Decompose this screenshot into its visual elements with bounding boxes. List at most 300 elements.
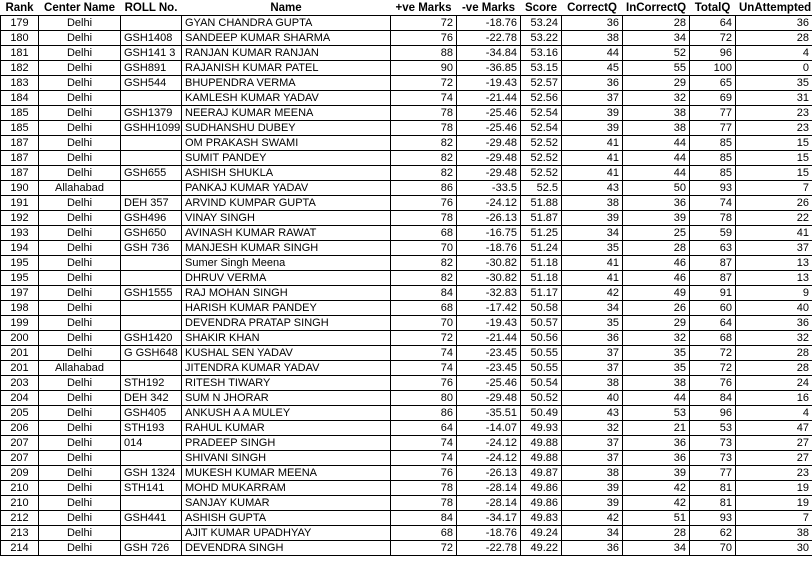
roll-no-cell <box>121 496 182 511</box>
correct-q-cell: 42 <box>562 286 623 301</box>
name-cell: RAHUL KUMAR <box>182 421 391 436</box>
positive-marks-cell: 76 <box>391 376 457 391</box>
header-name: Name <box>182 1 391 16</box>
rank-cell: 183 <box>1 76 39 91</box>
rank-cell: 200 <box>1 331 39 346</box>
positive-marks-cell: 78 <box>391 496 457 511</box>
center-name-cell: Delhi <box>39 256 121 271</box>
total-q-cell: 85 <box>690 151 736 166</box>
center-name-cell: Delhi <box>39 481 121 496</box>
unattempted-cell: 28 <box>736 346 812 361</box>
positive-marks-cell: 84 <box>391 286 457 301</box>
table-row <box>1 436 812 451</box>
negative-marks-cell: -21.44 <box>457 91 521 106</box>
rank-cell: 194 <box>1 241 39 256</box>
positive-marks-cell: 64 <box>391 421 457 436</box>
total-q-cell: 64 <box>690 316 736 331</box>
rank-cell: 207 <box>1 451 39 466</box>
score-cell: 50.54 <box>521 376 562 391</box>
positive-marks-cell: 74 <box>391 361 457 376</box>
unattempted-cell: 28 <box>736 31 812 46</box>
table-row <box>1 481 812 496</box>
center-name-cell: Delhi <box>39 76 121 91</box>
incorrect-q-cell: 29 <box>623 76 690 91</box>
center-name-cell: Delhi <box>39 421 121 436</box>
negative-marks-cell: -23.45 <box>457 346 521 361</box>
table-row <box>1 121 812 136</box>
center-name-cell: Delhi <box>39 286 121 301</box>
negative-marks-cell: -19.43 <box>457 76 521 91</box>
name-cell: BHUPENDRA VERMA <box>182 76 391 91</box>
negative-marks-cell: -29.48 <box>457 391 521 406</box>
header-roll-no: ROLL No. <box>121 1 182 16</box>
correct-q-cell: 45 <box>562 61 623 76</box>
incorrect-q-cell: 32 <box>623 331 690 346</box>
score-cell: 52.52 <box>521 136 562 151</box>
correct-q-cell: 35 <box>562 316 623 331</box>
positive-marks-cell: 78 <box>391 211 457 226</box>
incorrect-q-cell: 28 <box>623 16 690 31</box>
unattempted-cell: 23 <box>736 121 812 136</box>
score-cell: 51.88 <box>521 196 562 211</box>
unattempted-cell: 9 <box>736 286 812 301</box>
negative-marks-cell: -34.17 <box>457 511 521 526</box>
score-cell: 52.52 <box>521 151 562 166</box>
roll-no-cell: GSH1379 <box>121 106 182 121</box>
total-q-cell: 70 <box>690 541 736 556</box>
name-cell: RAJANISH KUMAR PATEL <box>182 61 391 76</box>
name-cell: DEVENDRA SINGH <box>182 541 391 556</box>
center-name-cell: Delhi <box>39 466 121 481</box>
positive-marks-cell: 74 <box>391 451 457 466</box>
negative-marks-cell: -32.83 <box>457 286 521 301</box>
negative-marks-cell: -29.48 <box>457 136 521 151</box>
correct-q-cell: 39 <box>562 121 623 136</box>
score-cell: 51.18 <box>521 256 562 271</box>
unattempted-cell: 15 <box>736 166 812 181</box>
name-cell: SHIVANI SINGH <box>182 451 391 466</box>
table-row <box>1 46 812 61</box>
positive-marks-cell: 78 <box>391 106 457 121</box>
header-row <box>1 1 812 16</box>
total-q-cell: 81 <box>690 496 736 511</box>
table-row <box>1 316 812 331</box>
correct-q-cell: 42 <box>562 511 623 526</box>
total-q-cell: 93 <box>690 511 736 526</box>
incorrect-q-cell: 44 <box>623 166 690 181</box>
roll-no-cell: STH141 <box>121 481 182 496</box>
roll-no-cell: GSH 726 <box>121 541 182 556</box>
correct-q-cell: 44 <box>562 46 623 61</box>
roll-no-cell <box>121 316 182 331</box>
negative-marks-cell: -22.78 <box>457 541 521 556</box>
incorrect-q-cell: 36 <box>623 436 690 451</box>
negative-marks-cell: -25.46 <box>457 106 521 121</box>
score-cell: 50.58 <box>521 301 562 316</box>
negative-marks-cell: -17.42 <box>457 301 521 316</box>
correct-q-cell: 37 <box>562 361 623 376</box>
incorrect-q-cell: 39 <box>623 466 690 481</box>
table-row <box>1 526 812 541</box>
incorrect-q-cell: 52 <box>623 46 690 61</box>
incorrect-q-cell: 51 <box>623 511 690 526</box>
correct-q-cell: 39 <box>562 211 623 226</box>
negative-marks-cell: -36.85 <box>457 61 521 76</box>
incorrect-q-cell: 26 <box>623 301 690 316</box>
positive-marks-cell: 82 <box>391 271 457 286</box>
center-name-cell: Delhi <box>39 301 121 316</box>
center-name-cell: Delhi <box>39 376 121 391</box>
total-q-cell: 91 <box>690 286 736 301</box>
incorrect-q-cell: 55 <box>623 61 690 76</box>
center-name-cell: Delhi <box>39 166 121 181</box>
roll-no-cell <box>121 136 182 151</box>
unattempted-cell: 7 <box>736 511 812 526</box>
table-row <box>1 406 812 421</box>
correct-q-cell: 36 <box>562 331 623 346</box>
score-cell: 50.52 <box>521 391 562 406</box>
positive-marks-cell: 74 <box>391 91 457 106</box>
positive-marks-cell: 76 <box>391 466 457 481</box>
score-cell: 52.56 <box>521 91 562 106</box>
header-correct-q: CorrectQ <box>562 1 623 16</box>
roll-no-cell: GSH 736 <box>121 241 182 256</box>
score-cell: 50.57 <box>521 316 562 331</box>
rank-cell: 191 <box>1 196 39 211</box>
center-name-cell: Delhi <box>39 106 121 121</box>
table-row <box>1 76 812 91</box>
table-row <box>1 301 812 316</box>
header-total-q: TotalQ <box>690 1 736 16</box>
positive-marks-cell: 82 <box>391 166 457 181</box>
positive-marks-cell: 80 <box>391 391 457 406</box>
positive-marks-cell: 70 <box>391 241 457 256</box>
table-row <box>1 496 812 511</box>
negative-marks-cell: -21.44 <box>457 331 521 346</box>
score-cell: 53.15 <box>521 61 562 76</box>
table-row <box>1 331 812 346</box>
center-name-cell: Delhi <box>39 496 121 511</box>
positive-marks-cell: 74 <box>391 346 457 361</box>
table-row <box>1 241 812 256</box>
positive-marks-cell: 82 <box>391 256 457 271</box>
unattempted-cell: 36 <box>736 16 812 31</box>
center-name-cell: Delhi <box>39 61 121 76</box>
total-q-cell: 100 <box>690 61 736 76</box>
score-cell: 51.25 <box>521 226 562 241</box>
correct-q-cell: 35 <box>562 241 623 256</box>
score-cell: 49.83 <box>521 511 562 526</box>
correct-q-cell: 39 <box>562 481 623 496</box>
table-row <box>1 196 812 211</box>
name-cell: KAMLESH KUMAR YADAV <box>182 91 391 106</box>
correct-q-cell: 34 <box>562 226 623 241</box>
roll-no-cell: GSH1420 <box>121 331 182 346</box>
name-cell: DEVENDRA PRATAP SINGH <box>182 316 391 331</box>
correct-q-cell: 36 <box>562 76 623 91</box>
negative-marks-cell: -34.84 <box>457 46 521 61</box>
rank-cell: 180 <box>1 31 39 46</box>
negative-marks-cell: -18.76 <box>457 241 521 256</box>
correct-q-cell: 39 <box>562 496 623 511</box>
rank-cell: 187 <box>1 166 39 181</box>
table-row <box>1 541 812 556</box>
name-cell: JITENDRA KUMAR YADAV <box>182 361 391 376</box>
unattempted-cell: 26 <box>736 196 812 211</box>
table-row <box>1 421 812 436</box>
center-name-cell: Delhi <box>39 226 121 241</box>
incorrect-q-cell: 38 <box>623 106 690 121</box>
incorrect-q-cell: 36 <box>623 451 690 466</box>
table-row <box>1 346 812 361</box>
incorrect-q-cell: 53 <box>623 406 690 421</box>
roll-no-cell: GSH1408 <box>121 31 182 46</box>
table-row <box>1 151 812 166</box>
rank-cell: 185 <box>1 121 39 136</box>
score-cell: 49.88 <box>521 436 562 451</box>
rank-cell: 203 <box>1 376 39 391</box>
rank-cell: 213 <box>1 526 39 541</box>
header-score: Score <box>521 1 562 16</box>
roll-no-cell: GSH655 <box>121 166 182 181</box>
unattempted-cell: 16 <box>736 391 812 406</box>
center-name-cell: Delhi <box>39 331 121 346</box>
incorrect-q-cell: 42 <box>623 481 690 496</box>
correct-q-cell: 32 <box>562 421 623 436</box>
score-cell: 52.57 <box>521 76 562 91</box>
score-cell: 49.24 <box>521 526 562 541</box>
rank-cell: 209 <box>1 466 39 481</box>
center-name-cell: Delhi <box>39 91 121 106</box>
roll-no-cell <box>121 181 182 196</box>
total-q-cell: 77 <box>690 466 736 481</box>
total-q-cell: 60 <box>690 301 736 316</box>
incorrect-q-cell: 34 <box>623 31 690 46</box>
negative-marks-cell: -30.82 <box>457 256 521 271</box>
total-q-cell: 59 <box>690 226 736 241</box>
center-name-cell: Delhi <box>39 211 121 226</box>
roll-no-cell <box>121 451 182 466</box>
name-cell: HARISH KUMAR PANDEY <box>182 301 391 316</box>
negative-marks-cell: -35.51 <box>457 406 521 421</box>
roll-no-cell: GSH496 <box>121 211 182 226</box>
center-name-cell: Delhi <box>39 16 121 31</box>
correct-q-cell: 39 <box>562 106 623 121</box>
incorrect-q-cell: 35 <box>623 361 690 376</box>
positive-marks-cell: 76 <box>391 196 457 211</box>
total-q-cell: 64 <box>690 16 736 31</box>
correct-q-cell: 41 <box>562 166 623 181</box>
incorrect-q-cell: 28 <box>623 526 690 541</box>
total-q-cell: 93 <box>690 181 736 196</box>
total-q-cell: 78 <box>690 211 736 226</box>
unattempted-cell: 15 <box>736 151 812 166</box>
total-q-cell: 72 <box>690 31 736 46</box>
incorrect-q-cell: 44 <box>623 136 690 151</box>
center-name-cell: Allahabad <box>39 181 121 196</box>
total-q-cell: 76 <box>690 376 736 391</box>
correct-q-cell: 41 <box>562 151 623 166</box>
negative-marks-cell: -24.12 <box>457 451 521 466</box>
name-cell: MANJESH KUMAR SINGH <box>182 241 391 256</box>
name-cell: ASHISH GUPTA <box>182 511 391 526</box>
center-name-cell: Delhi <box>39 241 121 256</box>
table-row <box>1 16 812 31</box>
negative-marks-cell: -16.75 <box>457 226 521 241</box>
table-row <box>1 271 812 286</box>
name-cell: SHAKIR KHAN <box>182 331 391 346</box>
rank-cell: 201 <box>1 361 39 376</box>
unattempted-cell: 0 <box>736 61 812 76</box>
score-cell: 49.86 <box>521 481 562 496</box>
header-incorrect-q: InCorrectQ <box>623 1 690 16</box>
center-name-cell: Delhi <box>39 46 121 61</box>
unattempted-cell: 27 <box>736 436 812 451</box>
incorrect-q-cell: 25 <box>623 226 690 241</box>
header-unattempted: UnAttempted <box>736 1 812 16</box>
roll-no-cell <box>121 301 182 316</box>
negative-marks-cell: -24.12 <box>457 196 521 211</box>
table-row <box>1 391 812 406</box>
correct-q-cell: 37 <box>562 451 623 466</box>
total-q-cell: 73 <box>690 436 736 451</box>
correct-q-cell: 38 <box>562 376 623 391</box>
rank-cell: 184 <box>1 91 39 106</box>
roll-no-cell <box>121 91 182 106</box>
correct-q-cell: 34 <box>562 526 623 541</box>
total-q-cell: 62 <box>690 526 736 541</box>
name-cell: MOHD MUKARRAM <box>182 481 391 496</box>
score-cell: 49.88 <box>521 451 562 466</box>
table-row <box>1 361 812 376</box>
name-cell: NEERAJ KUMAR MEENA <box>182 106 391 121</box>
incorrect-q-cell: 44 <box>623 151 690 166</box>
incorrect-q-cell: 44 <box>623 391 690 406</box>
correct-q-cell: 38 <box>562 196 623 211</box>
table-row <box>1 466 812 481</box>
correct-q-cell: 38 <box>562 31 623 46</box>
rank-cell: 187 <box>1 136 39 151</box>
score-cell: 52.52 <box>521 166 562 181</box>
correct-q-cell: 41 <box>562 256 623 271</box>
total-q-cell: 73 <box>690 451 736 466</box>
rank-cell: 195 <box>1 271 39 286</box>
negative-marks-cell: -29.48 <box>457 151 521 166</box>
table-row <box>1 136 812 151</box>
incorrect-q-cell: 21 <box>623 421 690 436</box>
rank-cell: 205 <box>1 406 39 421</box>
roll-no-cell: GSH544 <box>121 76 182 91</box>
center-name-cell: Delhi <box>39 451 121 466</box>
header-rank: Rank <box>1 1 39 16</box>
table-row <box>1 166 812 181</box>
name-cell: DHRUV VERMA <box>182 271 391 286</box>
score-cell: 49.22 <box>521 541 562 556</box>
total-q-cell: 77 <box>690 106 736 121</box>
roll-no-cell: DEH 357 <box>121 196 182 211</box>
name-cell: PANKAJ KUMAR YADAV <box>182 181 391 196</box>
correct-q-cell: 37 <box>562 436 623 451</box>
score-cell: 51.17 <box>521 286 562 301</box>
center-name-cell: Delhi <box>39 196 121 211</box>
rank-cell: 195 <box>1 256 39 271</box>
name-cell: SANDEEP KUMAR SHARMA <box>182 31 391 46</box>
center-name-cell: Delhi <box>39 541 121 556</box>
rank-cell: 212 <box>1 511 39 526</box>
rank-cell: 198 <box>1 301 39 316</box>
score-cell: 51.87 <box>521 211 562 226</box>
unattempted-cell: 32 <box>736 331 812 346</box>
roll-no-cell <box>121 256 182 271</box>
center-name-cell: Delhi <box>39 436 121 451</box>
table-row <box>1 91 812 106</box>
total-q-cell: 84 <box>690 391 736 406</box>
score-cell: 49.87 <box>521 466 562 481</box>
header-center-name: Center Name <box>39 1 121 16</box>
rank-cell: 181 <box>1 46 39 61</box>
roll-no-cell: STH193 <box>121 421 182 436</box>
roll-no-cell: GSH441 <box>121 511 182 526</box>
score-cell: 53.24 <box>521 16 562 31</box>
header-positive-marks: +ve Marks <box>391 1 457 16</box>
unattempted-cell: 4 <box>736 46 812 61</box>
incorrect-q-cell: 29 <box>623 316 690 331</box>
center-name-cell: Delhi <box>39 271 121 286</box>
incorrect-q-cell: 35 <box>623 346 690 361</box>
name-cell: ANKUSH A A MULEY <box>182 406 391 421</box>
roll-no-cell: DEH 342 <box>121 391 182 406</box>
total-q-cell: 72 <box>690 346 736 361</box>
rank-cell: 210 <box>1 481 39 496</box>
name-cell: SUM N JHORAR <box>182 391 391 406</box>
name-cell: AVINASH KUMAR RAWAT <box>182 226 391 241</box>
roll-no-cell: GSH650 <box>121 226 182 241</box>
negative-marks-cell: -26.13 <box>457 211 521 226</box>
rank-cell: 190 <box>1 181 39 196</box>
negative-marks-cell: -33.5 <box>457 181 521 196</box>
positive-marks-cell: 78 <box>391 481 457 496</box>
total-q-cell: 96 <box>690 406 736 421</box>
center-name-cell: Delhi <box>39 526 121 541</box>
rank-cell: 193 <box>1 226 39 241</box>
positive-marks-cell: 68 <box>391 226 457 241</box>
table-row <box>1 106 812 121</box>
unattempted-cell: 23 <box>736 106 812 121</box>
incorrect-q-cell: 46 <box>623 271 690 286</box>
negative-marks-cell: -28.14 <box>457 481 521 496</box>
negative-marks-cell: -18.76 <box>457 16 521 31</box>
center-name-cell: Delhi <box>39 511 121 526</box>
rank-cell: 179 <box>1 16 39 31</box>
correct-q-cell: 43 <box>562 181 623 196</box>
total-q-cell: 53 <box>690 421 736 436</box>
unattempted-cell: 47 <box>736 421 812 436</box>
unattempted-cell: 13 <box>736 271 812 286</box>
negative-marks-cell: -19.43 <box>457 316 521 331</box>
score-cell: 50.56 <box>521 331 562 346</box>
unattempted-cell: 19 <box>736 481 812 496</box>
positive-marks-cell: 82 <box>391 151 457 166</box>
unattempted-cell: 23 <box>736 466 812 481</box>
incorrect-q-cell: 42 <box>623 496 690 511</box>
negative-marks-cell: -26.13 <box>457 466 521 481</box>
total-q-cell: 74 <box>690 196 736 211</box>
center-name-cell: Delhi <box>39 406 121 421</box>
name-cell: VINAY SINGH <box>182 211 391 226</box>
table-row <box>1 181 812 196</box>
unattempted-cell: 19 <box>736 496 812 511</box>
center-name-cell: Delhi <box>39 136 121 151</box>
